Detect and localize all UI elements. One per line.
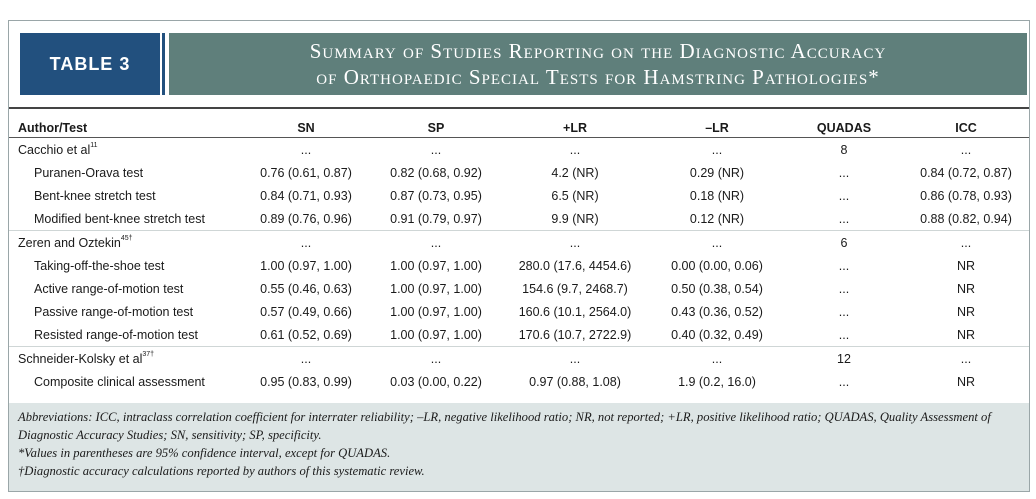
table-title-line-2: of Orthopaedic Special Tests for Hamstring Pathologies* (316, 65, 880, 89)
table-cell: 0.76 (0.61, 0.87) (260, 165, 352, 180)
table-cell: 1.00 (0.97, 1.00) (390, 258, 482, 273)
tag-divider (162, 33, 165, 95)
table-title-line-1: Summary of Studies Reporting on the Diagnostic Accuracy (309, 39, 887, 63)
data-table (9, 118, 1029, 393)
column-header: Author/Test (9, 118, 241, 138)
table-cell: 0.55 (0.46, 0.63) (260, 281, 352, 296)
top-rule (9, 107, 1029, 109)
study-row (9, 231, 1029, 255)
table-cell: 170.6 (10.7, 2722.9) (518, 327, 632, 342)
table-cell: 0.29 (NR) (689, 165, 745, 180)
table-cell: 1.00 (0.97, 1.00) (260, 258, 352, 273)
table-cell: ... (711, 142, 723, 157)
table-title (169, 33, 1027, 95)
table-cell: 0.84 (0.72, 0.87) (920, 165, 1012, 180)
asterisk-note: *Values in parentheses are 95% confidence interval, except for QUADAS. (18, 446, 391, 460)
table-cell: 0.84 (0.71, 0.93) (260, 188, 352, 203)
table-cell: 280.0 (17.6, 4454.6) (518, 258, 632, 273)
table-cell: 0.12 (NR) (689, 211, 745, 226)
table-footnotes (9, 403, 1029, 491)
table-cell: 8 (840, 142, 848, 157)
test-name: Active range-of-motion test (34, 281, 184, 296)
table-cell: 0.40 (0.32, 0.49) (671, 327, 763, 342)
table-cell: ... (241, 231, 371, 255)
table-cell: 0.57 (0.49, 0.66) (260, 304, 352, 319)
test-name: Resisted range-of-motion test (34, 327, 198, 342)
test-name: Puranen-Orava test (34, 165, 144, 180)
table-cell: ... (300, 142, 312, 157)
table-row (9, 323, 1029, 347)
table-cell: 0.97 (0.88, 1.08) (529, 374, 621, 389)
table-cell: 0.88 (0.82, 0.94) (920, 211, 1012, 226)
table-cell: ... (649, 231, 785, 255)
column-header: –LR (649, 118, 785, 138)
table-cell: 0.86 (0.78, 0.93) (920, 188, 1012, 203)
table-cell: 4.2 (NR) (551, 165, 599, 180)
table-cell: 1.9 (0.2, 16.0) (678, 374, 756, 389)
table-row (9, 161, 1029, 184)
table-frame (8, 20, 1030, 492)
table-row (9, 370, 1029, 393)
table-cell: ... (371, 231, 501, 255)
table-row (9, 277, 1029, 300)
table-number-tag: TABLE 3 (20, 33, 160, 95)
abbreviations-note: Abbreviations: ICC, intraclass correlation coefficient for interrater reliability; –LR, negative likelihood ratio; NR, not reported; +LR, positive likelihood ratio; QUADAS, Quality Assessment of Diagnostic Accuracy Studies; SN, sensitivity; SP, specificity. (18, 410, 991, 442)
table-cell: ... (838, 374, 850, 389)
column-header-row (9, 118, 1029, 138)
table-cell: 1.00 (0.97, 1.00) (390, 281, 482, 296)
column-header: SP (371, 118, 501, 138)
table-row (9, 207, 1029, 231)
table-cell: 0.50 (0.38, 0.54) (671, 281, 763, 296)
table-cell: 0.18 (NR) (689, 188, 745, 203)
test-name: Bent-knee stretch test (34, 188, 156, 203)
column-header: SN (241, 118, 371, 138)
table-cell: 1.00 (0.97, 1.00) (390, 327, 482, 342)
table-cell: NR (956, 374, 976, 389)
table-row (9, 184, 1029, 207)
study-row (9, 347, 1029, 371)
test-name: Taking-off-the-shoe test (34, 258, 165, 273)
table-cell: ... (903, 231, 1029, 255)
table-cell: ... (838, 211, 850, 226)
table-cell: ... (501, 231, 649, 255)
table-cell: 6 (785, 231, 903, 255)
table-row (9, 254, 1029, 277)
table-cell: 0.03 (0.00, 0.22) (390, 374, 482, 389)
study-name: Cacchio et $al^{11}$ (18, 141, 98, 157)
table-header (9, 21, 1029, 107)
table-cell: 0.91 (0.79, 0.97) (390, 211, 482, 226)
test-name: Composite clinical assessment (34, 374, 205, 389)
table-cell: ... (569, 142, 581, 157)
study-name: Schneider-Kolsky et $al^{37\dagger}$ (9, 347, 241, 371)
table-cell: NR (956, 304, 976, 319)
table-cell: ... (960, 142, 972, 157)
table-cell: 0.43 (0.36, 0.52) (671, 304, 763, 319)
table-cell: NR (956, 327, 976, 342)
table-cell: 6.5 (NR) (551, 188, 599, 203)
table-cell: 0.00 (0.00, 0.06) (671, 258, 763, 273)
table-cell: 160.6 (10.1, 2564.0) (518, 304, 632, 319)
table-cell: ... (371, 347, 501, 371)
table-cell: 0.82 (0.68, 0.92) (390, 165, 482, 180)
table-cell: ... (501, 347, 649, 371)
column-header: QUADAS (785, 118, 903, 138)
table-cell: ... (838, 327, 850, 342)
table-cell: ... (649, 347, 785, 371)
table-cell: 1.00 (0.97, 1.00) (390, 304, 482, 319)
table-cell: 154.6 (9.7, 2468.7) (522, 281, 628, 296)
table-cell: ... (838, 304, 850, 319)
table-cell: 12 (785, 347, 903, 371)
table-cell: ... (430, 142, 442, 157)
table-cell: NR (956, 281, 976, 296)
study-row (9, 138, 1029, 162)
table-cell: ... (838, 188, 850, 203)
table-cell: 0.95 (0.83, 0.99) (260, 374, 352, 389)
table-cell: ... (241, 347, 371, 371)
column-header: +LR (501, 118, 649, 138)
dagger-note: †Diagnostic accuracy calculations reported by authors of this systematic review. (18, 464, 425, 478)
table-cell: ... (838, 165, 850, 180)
test-name: Passive range-of-motion test (34, 304, 194, 319)
table-cell: 0.61 (0.52, 0.69) (260, 327, 352, 342)
table-cell: ... (838, 281, 850, 296)
table-cell: 0.89 (0.76, 0.96) (260, 211, 352, 226)
column-header: ICC (903, 118, 1029, 138)
table-cell: NR (956, 258, 976, 273)
test-name: Modified bent-knee stretch test (34, 211, 205, 226)
table-cell: 0.87 (0.73, 0.95) (390, 188, 482, 203)
study-name: Zeren and Oztekin$^{45\dagger}$ (9, 231, 241, 255)
table-cell: ... (838, 258, 850, 273)
table-cell: 9.9 (NR) (551, 211, 599, 226)
table-cell: ... (903, 347, 1029, 371)
table-row (9, 300, 1029, 323)
